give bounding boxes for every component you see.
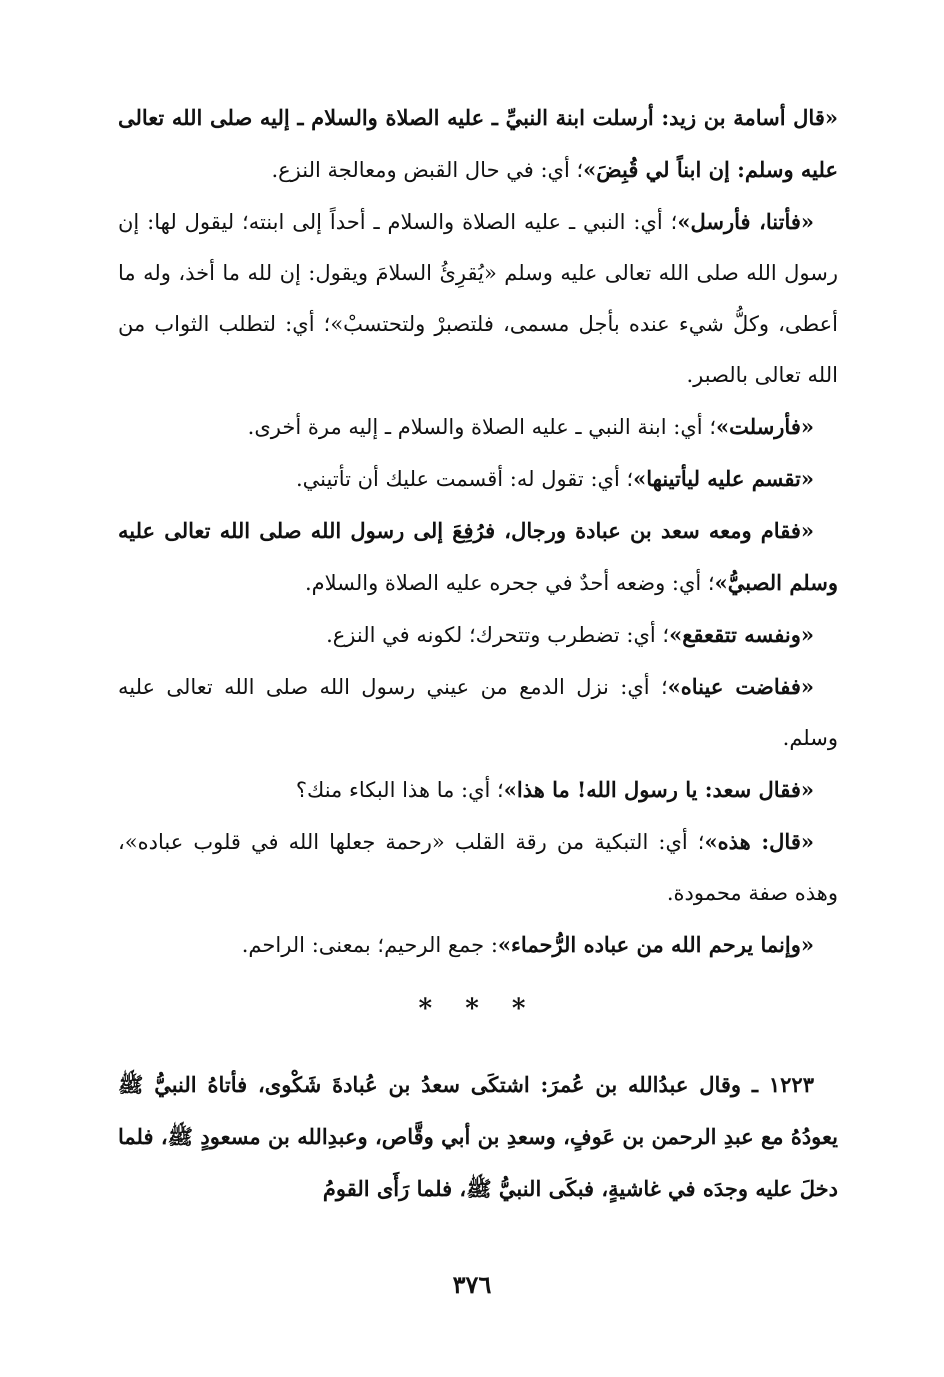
paragraph-1 <box>118 92 838 196</box>
page-body <box>118 92 838 1215</box>
paragraph-3 <box>118 401 838 453</box>
hadith-paragraph <box>118 1059 838 1215</box>
paragraph-8 <box>118 764 838 816</box>
commentary-text: ؛ أي: تقول له: أقسمت عليك أن تأتيني. <box>296 467 634 491</box>
quote-text: «تقسم عليه ليأتينها» <box>633 466 814 491</box>
commentary-text: ؛ أي: ابنة النبي ـ عليه الصلاة والسلام ـ إليه مرة أخرى. <box>247 415 716 439</box>
paragraph-7 <box>118 661 838 764</box>
commentary-text: : جمع الرحيم؛ بمعنى: الراحم. <box>241 933 498 957</box>
quote-text: «قال أسامة بن زيد: أرسلت ابنة النبيِّ ـ عليه الصلاة والسلام ـ إليه صلى الله تعالى عليه وسلم: إن ابناً لي قُبِضَ» <box>118 105 838 182</box>
quote-text: «قال: هذه» <box>704 829 814 854</box>
quote-text: «فأرسلت» <box>716 414 814 439</box>
section-separator: * * * <box>418 994 538 1024</box>
quote-text: «فقال سعد: يا رسول الله! ما هذا» <box>503 777 814 802</box>
quote-text: «ونفسه تتقعقع» <box>669 622 814 647</box>
commentary-text: ؛ أي: وضعه أحدٌ في جحره عليه الصلاة والسلام. <box>304 571 715 595</box>
hadith-text: ١٢٢٣ ـ وقال عبدُالله بن عُمرَ: اشتكَى سعدُ بن عُبادةَ شَكْوى، فأتاهُ النبيُّ ﷺ يعودُهُ مع عبدِ الرحمن بن عَوفٍ، وسعدِ بن أبي وقَّاص، وعبدِالله بن مسعودٍ ﷺ، فلما دخلَ عليه وجدَه في غاشيةٍ، فبكَى النبيُّ ﷺ، فلما رَأَى القومُ <box>118 1072 838 1201</box>
commentary-text: ؛ أي: تضطرب وتتحرك؛ لكونه في النزع. <box>326 623 670 647</box>
commentary-text: ؛ أي: التبكية من رقة القلب «رحمة جعلها الله في قلوب عباده»، وهذه صفة محمودة. <box>118 830 838 905</box>
quote-text: «ففاضت عيناه» <box>667 674 814 699</box>
paragraph-2 <box>118 196 838 401</box>
paragraph-6 <box>118 609 838 661</box>
page-number: ٣٧٦ <box>452 1270 492 1299</box>
commentary-text: ؛ أي: ما هذا البكاء منك؟ <box>295 778 504 802</box>
quote-text: «فأتنا، فأرسل» <box>677 209 815 234</box>
commentary-text: ؛ أي: في حال القبض ومعالجة النزع. <box>271 158 584 182</box>
paragraph-4 <box>118 453 838 505</box>
paragraph-5 <box>118 505 838 609</box>
quote-text: «فقام ومعه سعد بن عبادة ورجال، فرُفِعَ إلى رسول الله صلى الله تعالى عليه وسلم الصبيُّ» <box>118 518 838 595</box>
paragraph-9 <box>118 816 838 919</box>
commentary-text: ؛ أي: النبي ـ عليه الصلاة والسلام ـ أحداً إلى ابنته؛ ليقول لها: إن رسول الله صلى الله تعالى عليه وسلم «يُقرِئُ السلامَ ويقول: إن لله ما أخذ، وله ما أعطى، وكلُّ شيء عنده بأجل مسمى، فلتصبرْ ولتحتسبْ»؛ أي: لتطلب الثواب من الله تعالى بالصبر. <box>118 210 838 387</box>
commentary-text: ؛ أي: نزل الدمع من عيني رسول الله صلى الله تعالى عليه وسلم. <box>118 675 838 750</box>
quote-text: «وإنما يرحم الله من عباده الرُّحماء» <box>497 932 814 957</box>
paragraph-10 <box>118 919 838 971</box>
